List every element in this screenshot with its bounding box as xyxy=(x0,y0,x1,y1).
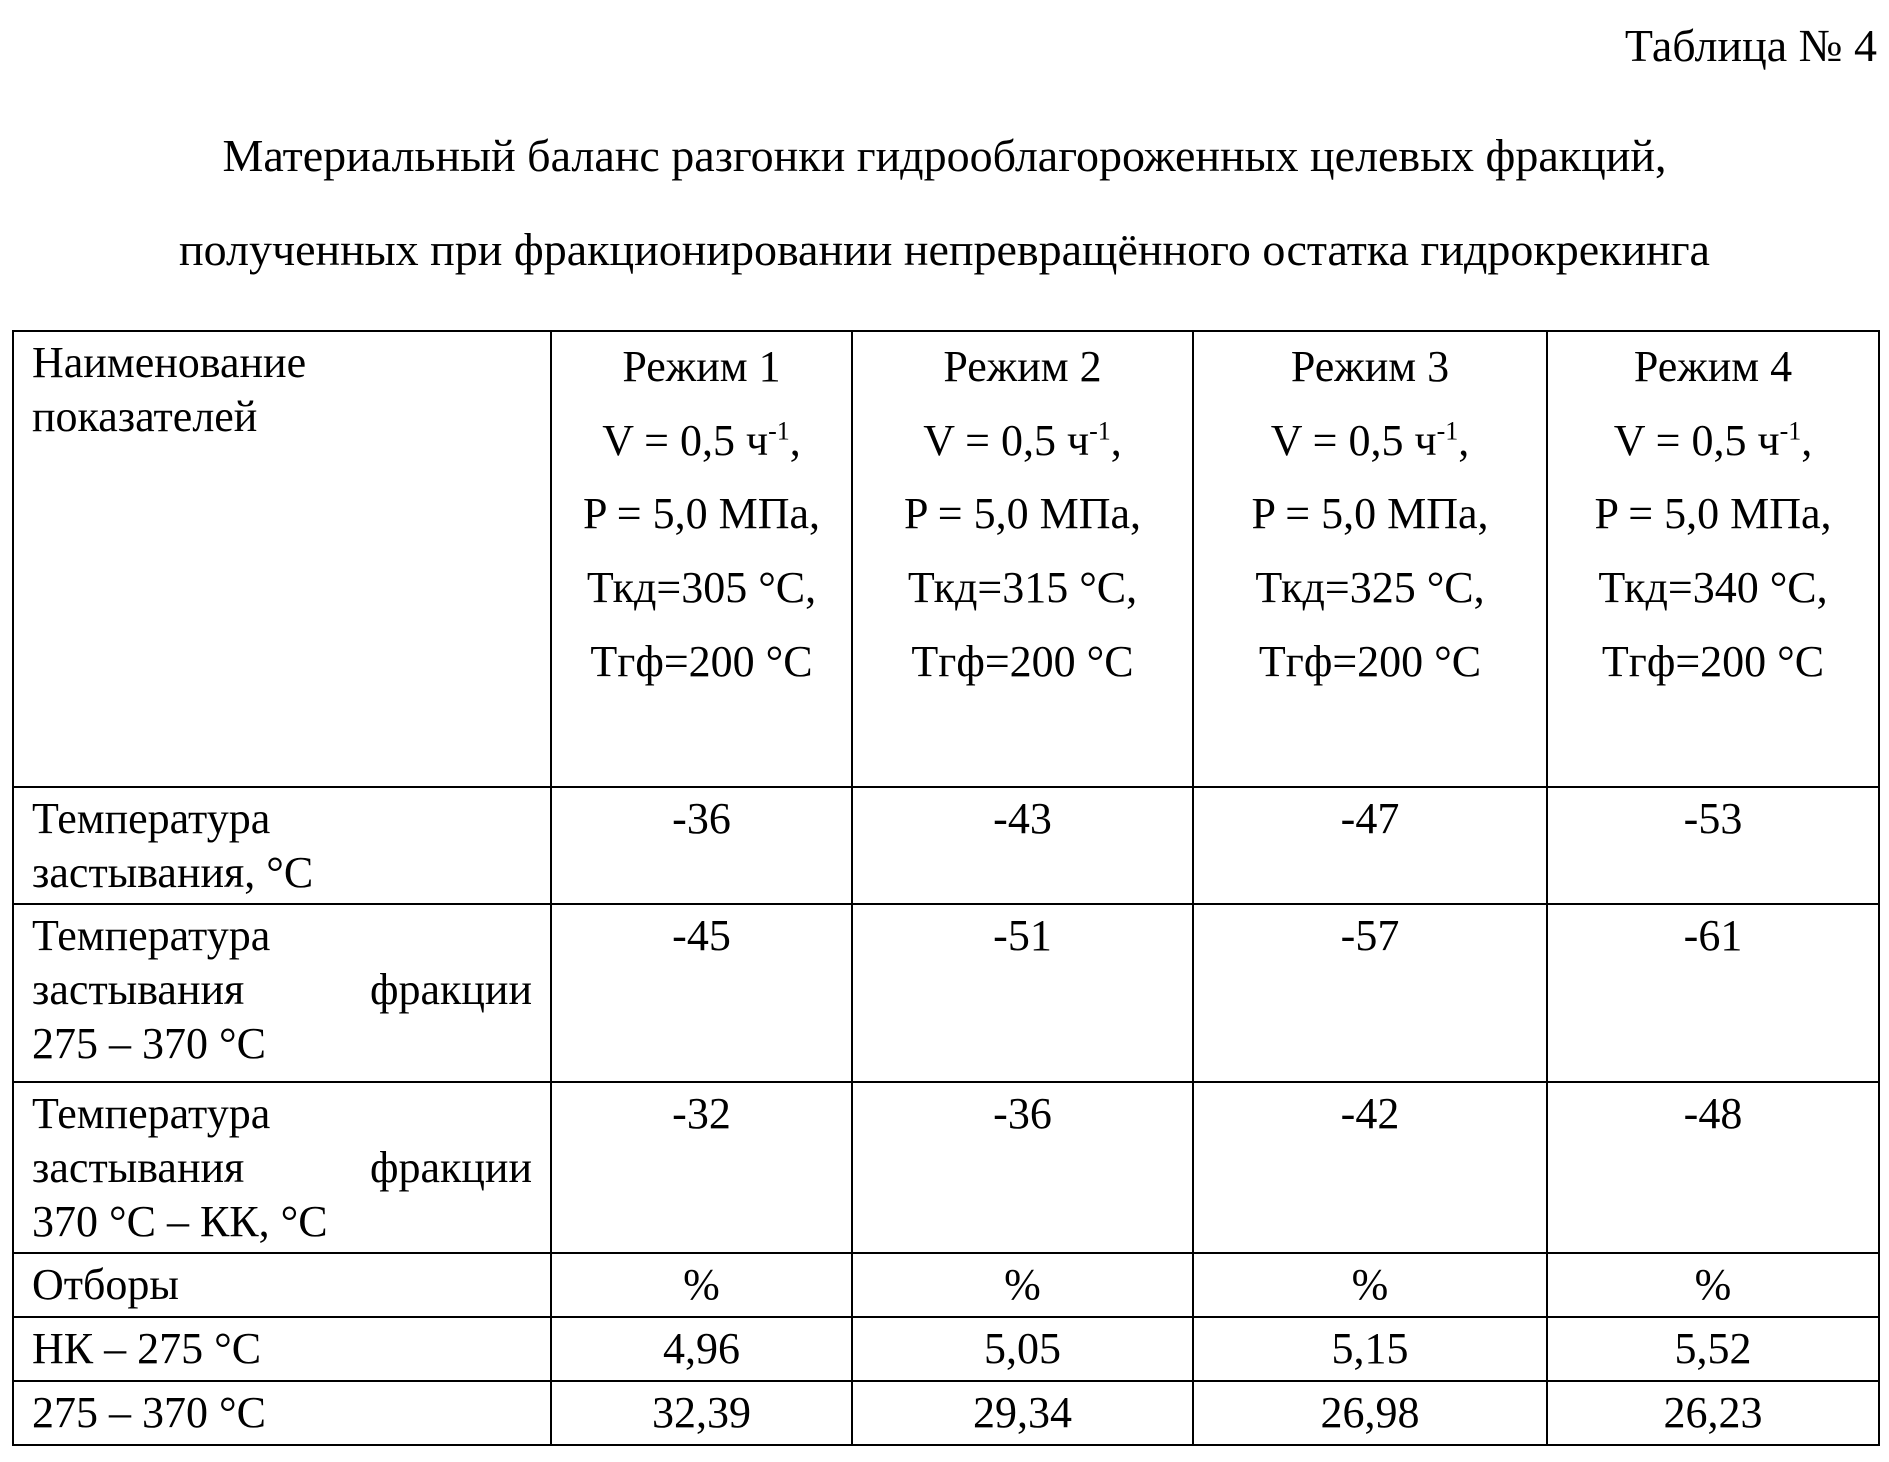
mode-space-velocity: V = 0,5 $ч^{-1}$, xyxy=(1613,415,1813,465)
mode-3-header xyxy=(1193,331,1547,787)
table-cell: 26,23 xyxy=(1547,1381,1879,1445)
header-row xyxy=(13,331,1879,787)
mode-tgf: Тгф=200 °С xyxy=(1601,636,1825,686)
row-label-line: Температура xyxy=(32,911,271,961)
header-name-cell xyxy=(13,331,551,787)
mode-space-velocity: V = 0,5 $ч^{-1}$, xyxy=(602,415,801,465)
mode-title: Режим 4 xyxy=(1633,342,1793,391)
mode-1-header xyxy=(551,331,852,787)
table-caption-line-1: Материальный баланс разгонки гидрооблагороженных целевых фракций, xyxy=(222,130,1667,181)
mode-pressure: P = 5,0 МПа, xyxy=(1251,489,1489,539)
table-cell: -51 xyxy=(852,904,1193,1082)
table-cell: -47 xyxy=(1193,787,1547,904)
row-label-line: застывания фракции xyxy=(32,1143,532,1193)
row-label xyxy=(13,787,551,904)
table-row-pour-point xyxy=(13,787,1879,904)
mode-title: Режим 3 xyxy=(1290,342,1450,391)
table-row-yield-275-370 xyxy=(13,1381,1879,1445)
mode-tkd: Ткд=340 °С, xyxy=(1598,563,1828,613)
mode-pressure: P = 5,0 МПа, xyxy=(582,489,821,539)
table-cell: 32,39 xyxy=(551,1381,852,1445)
mode-tkd: Ткд=305 °С, xyxy=(586,563,817,613)
table-cell: -48 xyxy=(1547,1082,1879,1253)
table-cell: -57 xyxy=(1193,904,1547,1082)
table-row-pour-point-fraction-370-kk xyxy=(13,1082,1879,1253)
mode-tgf: Тгф=200 °С xyxy=(590,636,813,686)
table-cell: -43 xyxy=(852,787,1193,904)
row-label xyxy=(13,1082,551,1253)
table-row-selections xyxy=(13,1253,1879,1317)
table-caption-line-2: полученных при фракционировании непревращённого остатка гидрокрекинга xyxy=(179,224,1710,275)
row-label: 275 – 370 °С xyxy=(13,1381,551,1445)
table-cell: % xyxy=(1193,1253,1547,1317)
row-label xyxy=(13,904,551,1082)
mode-tgf: Тгф=200 °С xyxy=(911,636,1134,686)
mode-title: Режим 2 xyxy=(943,342,1102,391)
row-label-line: застывания фракции xyxy=(32,965,532,1015)
mode-2-header xyxy=(852,331,1193,787)
table-number: Таблица № 4 xyxy=(1624,20,1877,71)
table-cell: 5,52 xyxy=(1547,1317,1879,1381)
mode-title: Режим 1 xyxy=(622,342,781,391)
table-cell: -45 xyxy=(551,904,852,1082)
table-cell: -61 xyxy=(1547,904,1879,1082)
row-label-line: застывания, °С xyxy=(32,847,314,897)
table-cell: -42 xyxy=(1193,1082,1547,1253)
row-label-line: 275 – 370 °С xyxy=(32,1018,266,1068)
table-cell: % xyxy=(852,1253,1193,1317)
table-cell: -36 xyxy=(852,1082,1193,1253)
header-name-line-1: Наименование xyxy=(32,338,307,387)
table-row-pour-point-fraction-275-370 xyxy=(13,904,1879,1082)
mode-tgf: Тгф=200 °С xyxy=(1258,636,1482,686)
row-label-line: Температура xyxy=(32,794,271,843)
material-balance-table xyxy=(12,330,1880,1446)
table-cell: 26,98 xyxy=(1193,1381,1547,1445)
mode-4-header xyxy=(1547,331,1879,787)
row-label-line: Температура xyxy=(32,1089,271,1139)
row-label: НК – 275 °С xyxy=(13,1317,551,1381)
mode-space-velocity: V = 0,5 $ч^{-1}$, xyxy=(1270,415,1470,465)
table-cell: % xyxy=(1547,1253,1879,1317)
table-cell: 29,34 xyxy=(852,1381,1193,1445)
mode-tkd: Ткд=315 °С, xyxy=(907,563,1138,613)
header-name-line-2: показателей xyxy=(32,391,258,441)
mode-tkd: Ткд=325 °С, xyxy=(1255,563,1485,613)
table-cell: 5,15 xyxy=(1193,1317,1547,1381)
table-cell: 4,96 xyxy=(551,1317,852,1381)
table-cell: -53 xyxy=(1547,787,1879,904)
row-label-line: 370 °С – КК, °С xyxy=(32,1196,328,1246)
mode-pressure: P = 5,0 МПа, xyxy=(903,489,1142,539)
table-cell: -36 xyxy=(551,787,852,904)
mode-space-velocity: V = 0,5 $ч^{-1}$, xyxy=(923,415,1122,465)
table-cell: % xyxy=(551,1253,852,1317)
mode-pressure: P = 5,0 МПа, xyxy=(1594,489,1832,539)
row-label: Отборы xyxy=(13,1253,551,1317)
table-cell: -32 xyxy=(551,1082,852,1253)
table-row-yield-nk-275 xyxy=(13,1317,1879,1381)
table-cell: 5,05 xyxy=(852,1317,1193,1381)
